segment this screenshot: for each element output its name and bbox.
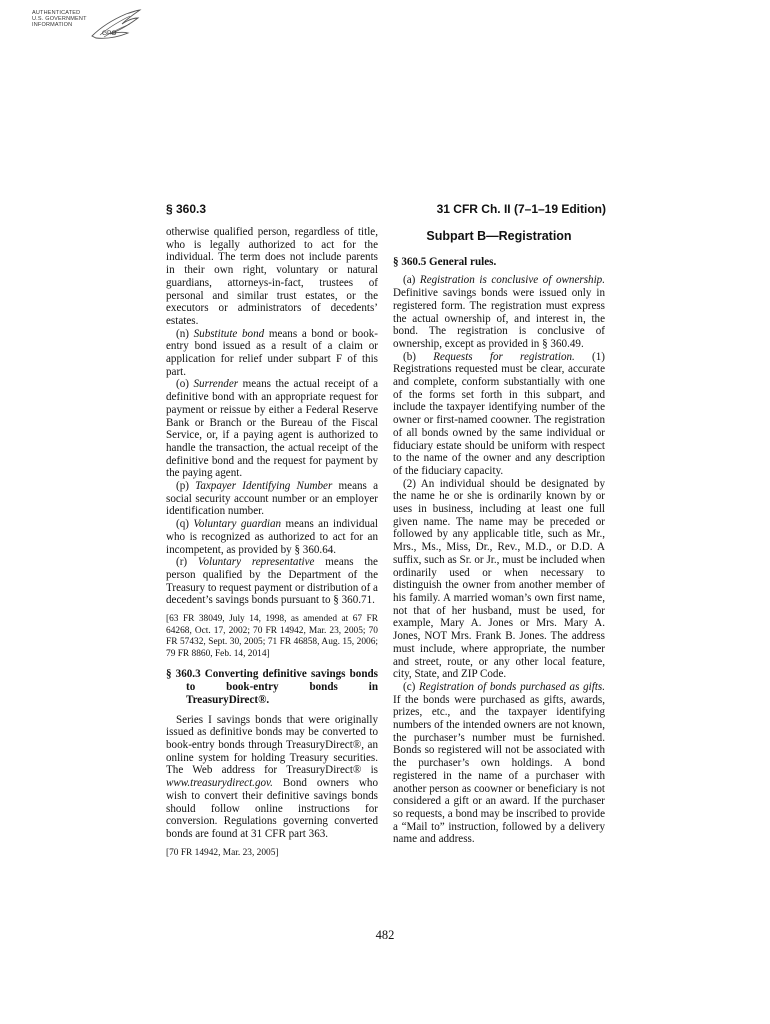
paragraph-n: (n) Substitute bond means a bond or book-entry bond issued as a result of a claim or application for relief under subpart F of this part. bbox=[166, 327, 378, 378]
section-heading-360-3: § 360.3 Converting definitive savings bonds to book-entry bonds in TreasuryDirect®. bbox=[166, 668, 378, 706]
paragraph-b2: (2) An individual should be designated by the name he or she is ordinarily known by or uses in business, including at least one full given name. The name may be preceded or followed by any applicable title, such as Mr., Mrs., Ms., Miss, Dr., Rev., M.D., or D.D. A suffix, such as Sr. or Jr., must be included when ordinarily used or when necessary to distinguish the owner from another member of his family. A married woman’s own first name, not that of her husband, must be used, for example, Mary A. Jones or Mrs. Mary A. Jones, NOT Mrs. Frank B. Jones. The address must include, where appropriate, the number and street, route, or any other local feature, city, State, and ZIP Code. bbox=[393, 477, 605, 681]
term-substitute-bond: Substitute bond bbox=[193, 327, 265, 340]
paragraph-c: (c) Registration of bonds purchased as gifts. If the bonds were purchased as gifts, awards, prizes, etc., and the taxpayer identifying numbers of the intended owners are not known, the purchaser’s number must be furnished. Bonds so registered will not be associated with the purchaser’s own holdings. A bond registered in the name of a purchaser with another person as coowner or beneficiary is not considered a gift or an award. If the purchaser so requests, a bond may be inscribed to provide a “Mail to” instruction, followed by a delivery name and address. bbox=[393, 680, 605, 846]
term-voluntary-representative: Voluntary representative bbox=[197, 556, 315, 569]
term-requests-for-registration: Requests for registration. bbox=[433, 350, 575, 363]
treasurydirect-url: www.treasurydirect.gov. bbox=[166, 777, 273, 790]
term-taxpayer-identifying-number: Taxpayer Identifying Number bbox=[195, 480, 333, 493]
gpo-logo-text: AUTHENTICATED U.S. GOVERNMENT INFORMATION bbox=[32, 10, 87, 28]
paragraph-b: (b) Requests for registration. (1) Registrations requested must be clear, accurate and complete, conform substantially with one of the forms set forth in this subpart, and include the taxpayer identifying number of the owner or first-named coowner. The registration of all bonds owned by the same individual or fiduciary estate should be uniform with respect to the name of the owner and any description of the fiduciary capacity. bbox=[393, 350, 605, 477]
page-number: 482 bbox=[375, 928, 395, 942]
term-voluntary-guardian: Voluntary guardian bbox=[193, 518, 282, 531]
term-surrender: Surrender bbox=[193, 378, 239, 391]
header-chapter: 31 CFR Ch. II (7–1–19 Edition) bbox=[436, 202, 606, 216]
subpart-heading: Subpart B—Registration bbox=[426, 229, 572, 243]
paragraph-p: (p) Taxpayer Identifying Number means a social security account number or an employer identification number. bbox=[166, 480, 379, 518]
gpo-authentication-logo bbox=[30, 6, 145, 44]
eagle-icon bbox=[30, 6, 145, 44]
term-registration-gifts: Registration of bonds purchased as gifts. bbox=[419, 680, 605, 693]
right-column bbox=[393, 226, 605, 846]
paragraph-q: (q) Voluntary guardian means an individual who is recognized as authorized to act for an incompetent, as provided by § 360.64. bbox=[166, 518, 378, 556]
section-heading-360-5: § 360.5 General rules. bbox=[393, 255, 497, 268]
paragraph-a: (a) Registration is conclusive of ownership. Definitive savings bonds were issued only in registered form. The registration must express the actual ownership of, and interest in, the bond. The registration is conclusive of ownership, except as provided in § 360.49. bbox=[393, 274, 605, 350]
running-head bbox=[166, 202, 606, 218]
citation-amendments: [63 FR 38049, July 14, 1998, as amended at 67 FR 64268, Oct. 17, 2002; 70 FR 14942, Mar. 23, 2005; 70 FR 57432, Sept. 30, 2005; 71 FR 46858, Aug. 15, 2006; 79 FR 8860, Feb. 14, 2014] bbox=[166, 614, 378, 659]
header-section: § 360.3 bbox=[166, 202, 207, 216]
paragraph-r: (r) Voluntary representative means the person qualified by the Department of the Treasury to request payment or distribution of a decedent’s savings bonds pursuant to § 360.71. bbox=[166, 556, 378, 607]
gpo-mark: GPO bbox=[102, 30, 117, 37]
term-registration-conclusive: Registration is conclusive of ownership. bbox=[419, 274, 605, 287]
paragraph-sec3: Series I savings bonds that were originally issued as definitive bonds may be converted to book-entry bonds through TreasuryDirect®, an online system for holding Treasury securities. The Web address for TreasuryDirect® is www.treasurydirect.gov. Bond owners who wish to convert their definitive savings bonds should follow online instructions for conversion. Regulations governing converted bonds are found at 31 CFR part 363. bbox=[166, 713, 378, 840]
left-column bbox=[166, 226, 378, 867]
citation-sec3: [70 FR 14942, Mar. 23, 2005] bbox=[166, 847, 279, 858]
paragraph-continuation: otherwise qualified person, regardless of title, who is legally authorized to act for the individual. The term does not include parents in their own right, voluntary or natural guardians, attorneys-in-fact, trustees of personal and similar trust estates, or the executors or administrators of decedents’ estates. bbox=[166, 226, 378, 327]
paragraph-o: (o) Surrender means the actual receipt of a definitive bond with an appropriate request for payment or reissue by either a Federal Reserve Bank or Branch or the Bureau of the Fiscal Service, or, if a paying agent is authorized to handle the transaction, the actual receipt of the definitive bond and the request for payment by the paying agent. bbox=[166, 378, 378, 480]
